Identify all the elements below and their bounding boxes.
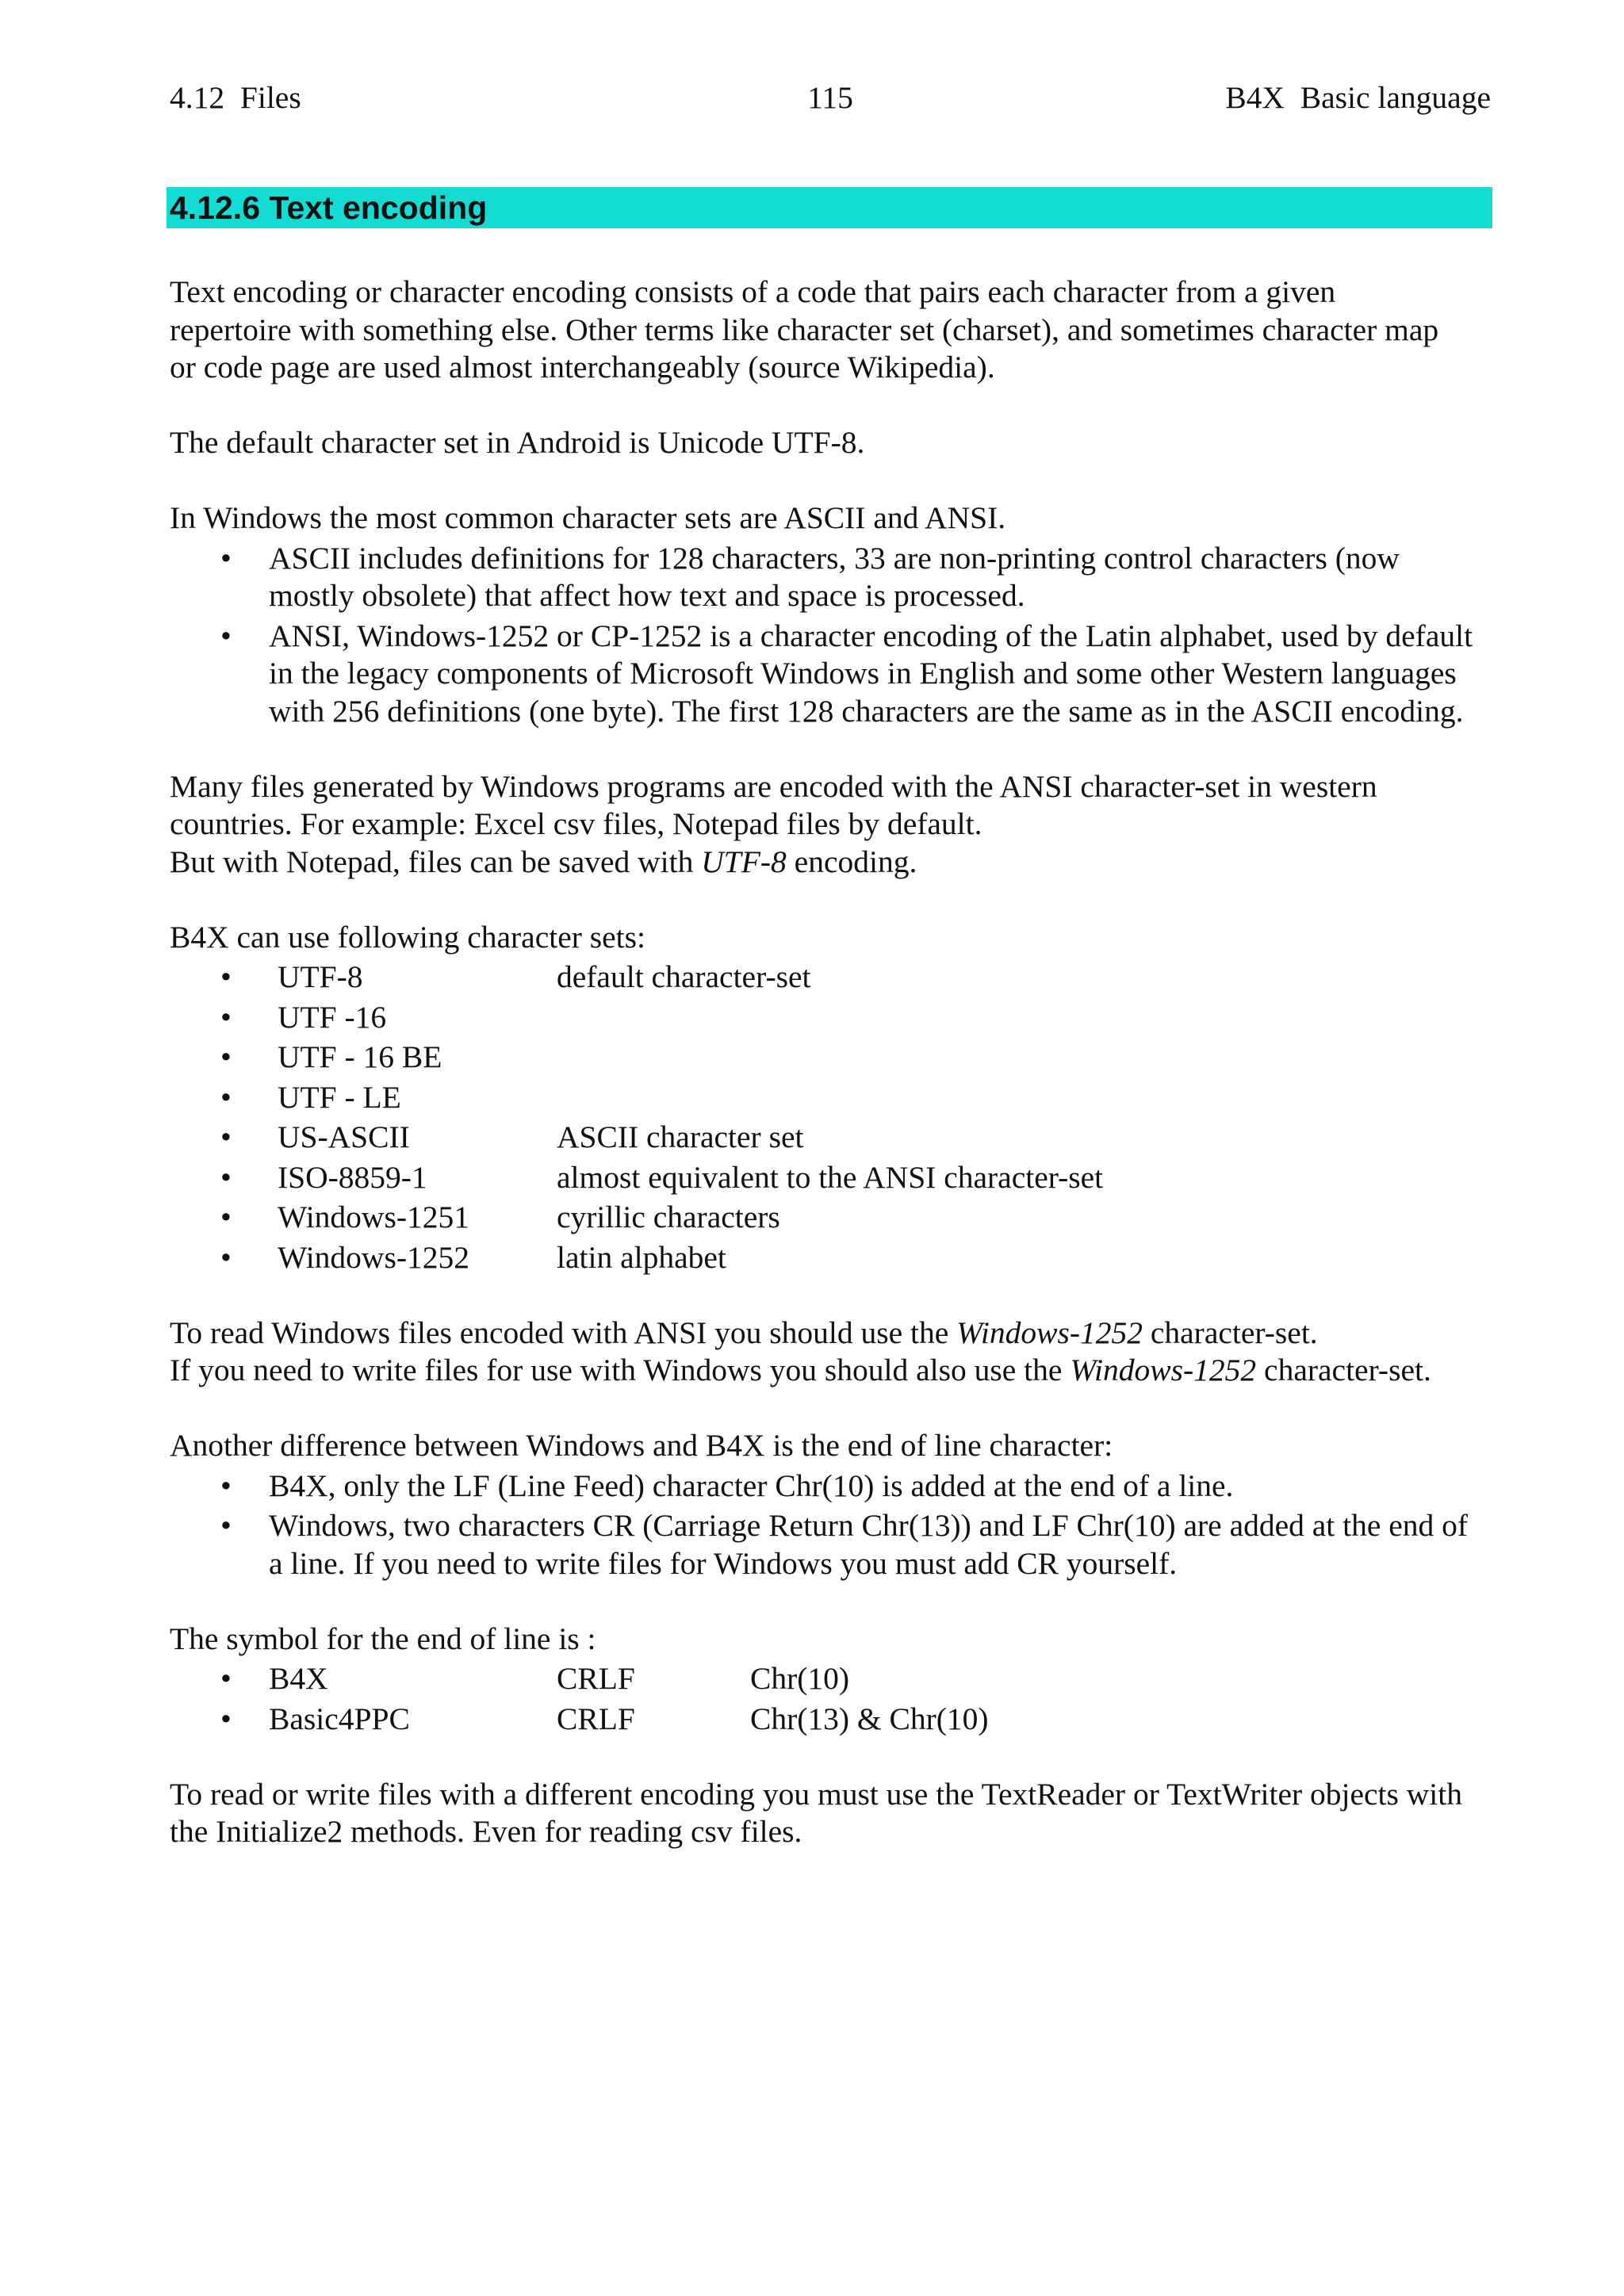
charset-name: Windows-1251 xyxy=(278,1200,469,1234)
bullet-icon: • xyxy=(220,999,232,1035)
charset-name: UTF - LE xyxy=(278,1079,401,1115)
bullet-icon: • xyxy=(220,1119,232,1154)
eol-platform: B4X xyxy=(269,1661,328,1696)
charset-name: UTF - 16 BE xyxy=(278,1039,442,1074)
read-windows-pre: To read Windows files encoded with ANSI you should use the xyxy=(170,1314,957,1350)
list-item xyxy=(170,1159,1491,1197)
bullet-icon: • xyxy=(220,1159,232,1195)
read-windows-em: Windows-1252 xyxy=(956,1314,1143,1350)
bullet-icon: • xyxy=(220,1508,232,1543)
read-windows-paragraph xyxy=(170,1314,1491,1353)
textreader-paragraph: To read or write files with a different encoding you must use the TextReader or TextWriter objects with the Initialize2 methods. Even for reading csv files. xyxy=(170,1776,1462,1849)
windows-charsets-paragraph: In Windows the most common character sets are ASCII and ANSI. xyxy=(170,500,1006,535)
eol-symbol: CRLF xyxy=(557,1661,635,1696)
bullet-icon: • xyxy=(220,540,232,576)
bullet-icon: • xyxy=(220,1701,232,1736)
list-item xyxy=(170,1468,1491,1506)
intro-paragraph: Text encoding or character encoding consists of a code that pairs each character from a given repertoire with something else. Other terms like character set (charset), and sometimes character map or code page are used almost interchangeably (source Wikipedia). xyxy=(170,274,1439,385)
header-book-title: B4X Basic language xyxy=(1225,80,1491,115)
list-item xyxy=(170,1119,1491,1157)
charset-name: ISO-8859-1 xyxy=(278,1159,427,1195)
list-item xyxy=(170,1039,1491,1077)
charset-description: almost equivalent to the ANSI character-set xyxy=(557,1159,1104,1195)
charset-name: UTF-8 xyxy=(278,959,363,994)
ansi-files-paragraph: Many files generated by Windows programs are encoded with the ANSI character-set in western countries. For example: Excel csv files, Notepad files by default. xyxy=(170,768,1377,841)
bullet-icon: • xyxy=(220,1468,232,1503)
list-item-text: ANSI, Windows-1252 or CP-1252 is a character encoding of the Latin alphabet, used by default in the legacy components of Microsoft Windows in English and some other Western languages with 256 definitions (one byte). The first 128 characters are the same as in the ASCII encoding. xyxy=(269,618,1473,729)
charset-description: ASCII character set xyxy=(557,1119,804,1154)
android-default-paragraph: The default character set in Android is Unicode UTF-8. xyxy=(170,425,865,460)
eol-value: Chr(13) & Chr(10) xyxy=(750,1701,989,1736)
eol-symbol-paragraph: The symbol for the end of line is : xyxy=(170,1621,596,1656)
charset-name: UTF -16 xyxy=(278,999,387,1035)
charsets-list xyxy=(170,959,1491,1276)
notepad-text-post: encoding. xyxy=(786,844,917,879)
charset-name: US-ASCII xyxy=(278,1119,410,1154)
running-header xyxy=(170,79,1491,119)
list-item xyxy=(170,1660,1491,1698)
charset-description: default character-set xyxy=(557,959,811,994)
read-windows-post: character-set. xyxy=(1142,1314,1318,1350)
charset-description: cyrillic characters xyxy=(557,1200,780,1234)
windows-charsets-list xyxy=(170,540,1491,731)
bullet-icon: • xyxy=(220,1079,232,1115)
bullet-icon: • xyxy=(220,959,232,994)
bullet-icon: • xyxy=(220,1039,232,1074)
list-item xyxy=(170,540,1491,615)
list-item xyxy=(170,1079,1491,1117)
write-windows-em: Windows-1252 xyxy=(1070,1353,1257,1387)
section-heading: 4.12.6 Text encoding xyxy=(167,187,1492,228)
eol-symbol: CRLF xyxy=(557,1701,635,1736)
bullet-icon: • xyxy=(220,1661,232,1696)
eol-symbol-list xyxy=(170,1660,1491,1738)
list-item xyxy=(170,1239,1491,1277)
list-item-text: B4X, only the LF (Line Feed) character Chr(10) is added at the end of a line. xyxy=(269,1468,1234,1503)
write-windows-paragraph xyxy=(170,1352,1491,1390)
eol-platform: Basic4PPC xyxy=(269,1701,410,1736)
list-item xyxy=(170,618,1491,731)
list-item-text: Windows, two characters CR (Carriage Return Chr(13)) and LF Chr(10) are added at the end of a line. If you need to write files for Windows you must add CR yourself. xyxy=(269,1508,1469,1581)
write-windows-pre: If you need to write files for use with Windows you should also use the xyxy=(170,1353,1071,1387)
bullet-icon: • xyxy=(220,1200,232,1234)
bullet-icon: • xyxy=(220,618,232,653)
notepad-utf8-paragraph xyxy=(170,844,1491,882)
charsets-intro-paragraph: B4X can use following character sets: xyxy=(170,919,645,955)
charset-description: latin alphabet xyxy=(557,1239,726,1275)
end-of-line-list xyxy=(170,1468,1491,1583)
list-item xyxy=(170,1701,1491,1739)
list-item xyxy=(170,999,1491,1037)
end-of-line-paragraph: Another difference between Windows and B4X is the end of line character: xyxy=(170,1428,1113,1463)
list-item xyxy=(170,1199,1491,1237)
header-page-number: 115 xyxy=(807,80,853,115)
notepad-text-em: UTF-8 xyxy=(701,844,787,879)
bullet-icon: • xyxy=(220,1239,232,1275)
list-item xyxy=(170,959,1491,997)
header-chapter: 4.12 Files xyxy=(170,80,301,115)
charset-name: Windows-1252 xyxy=(278,1239,469,1275)
list-item xyxy=(170,1507,1491,1582)
notepad-text-pre: But with Notepad, files can be saved with xyxy=(170,844,702,879)
eol-value: Chr(10) xyxy=(750,1661,850,1696)
write-windows-post: character-set. xyxy=(1256,1353,1431,1387)
document-body xyxy=(170,274,1491,1851)
list-item-text: ASCII includes definitions for 128 characters, 33 are non-printing control characters (now mostly obsolete) that affect how text and space is processed. xyxy=(269,540,1400,613)
